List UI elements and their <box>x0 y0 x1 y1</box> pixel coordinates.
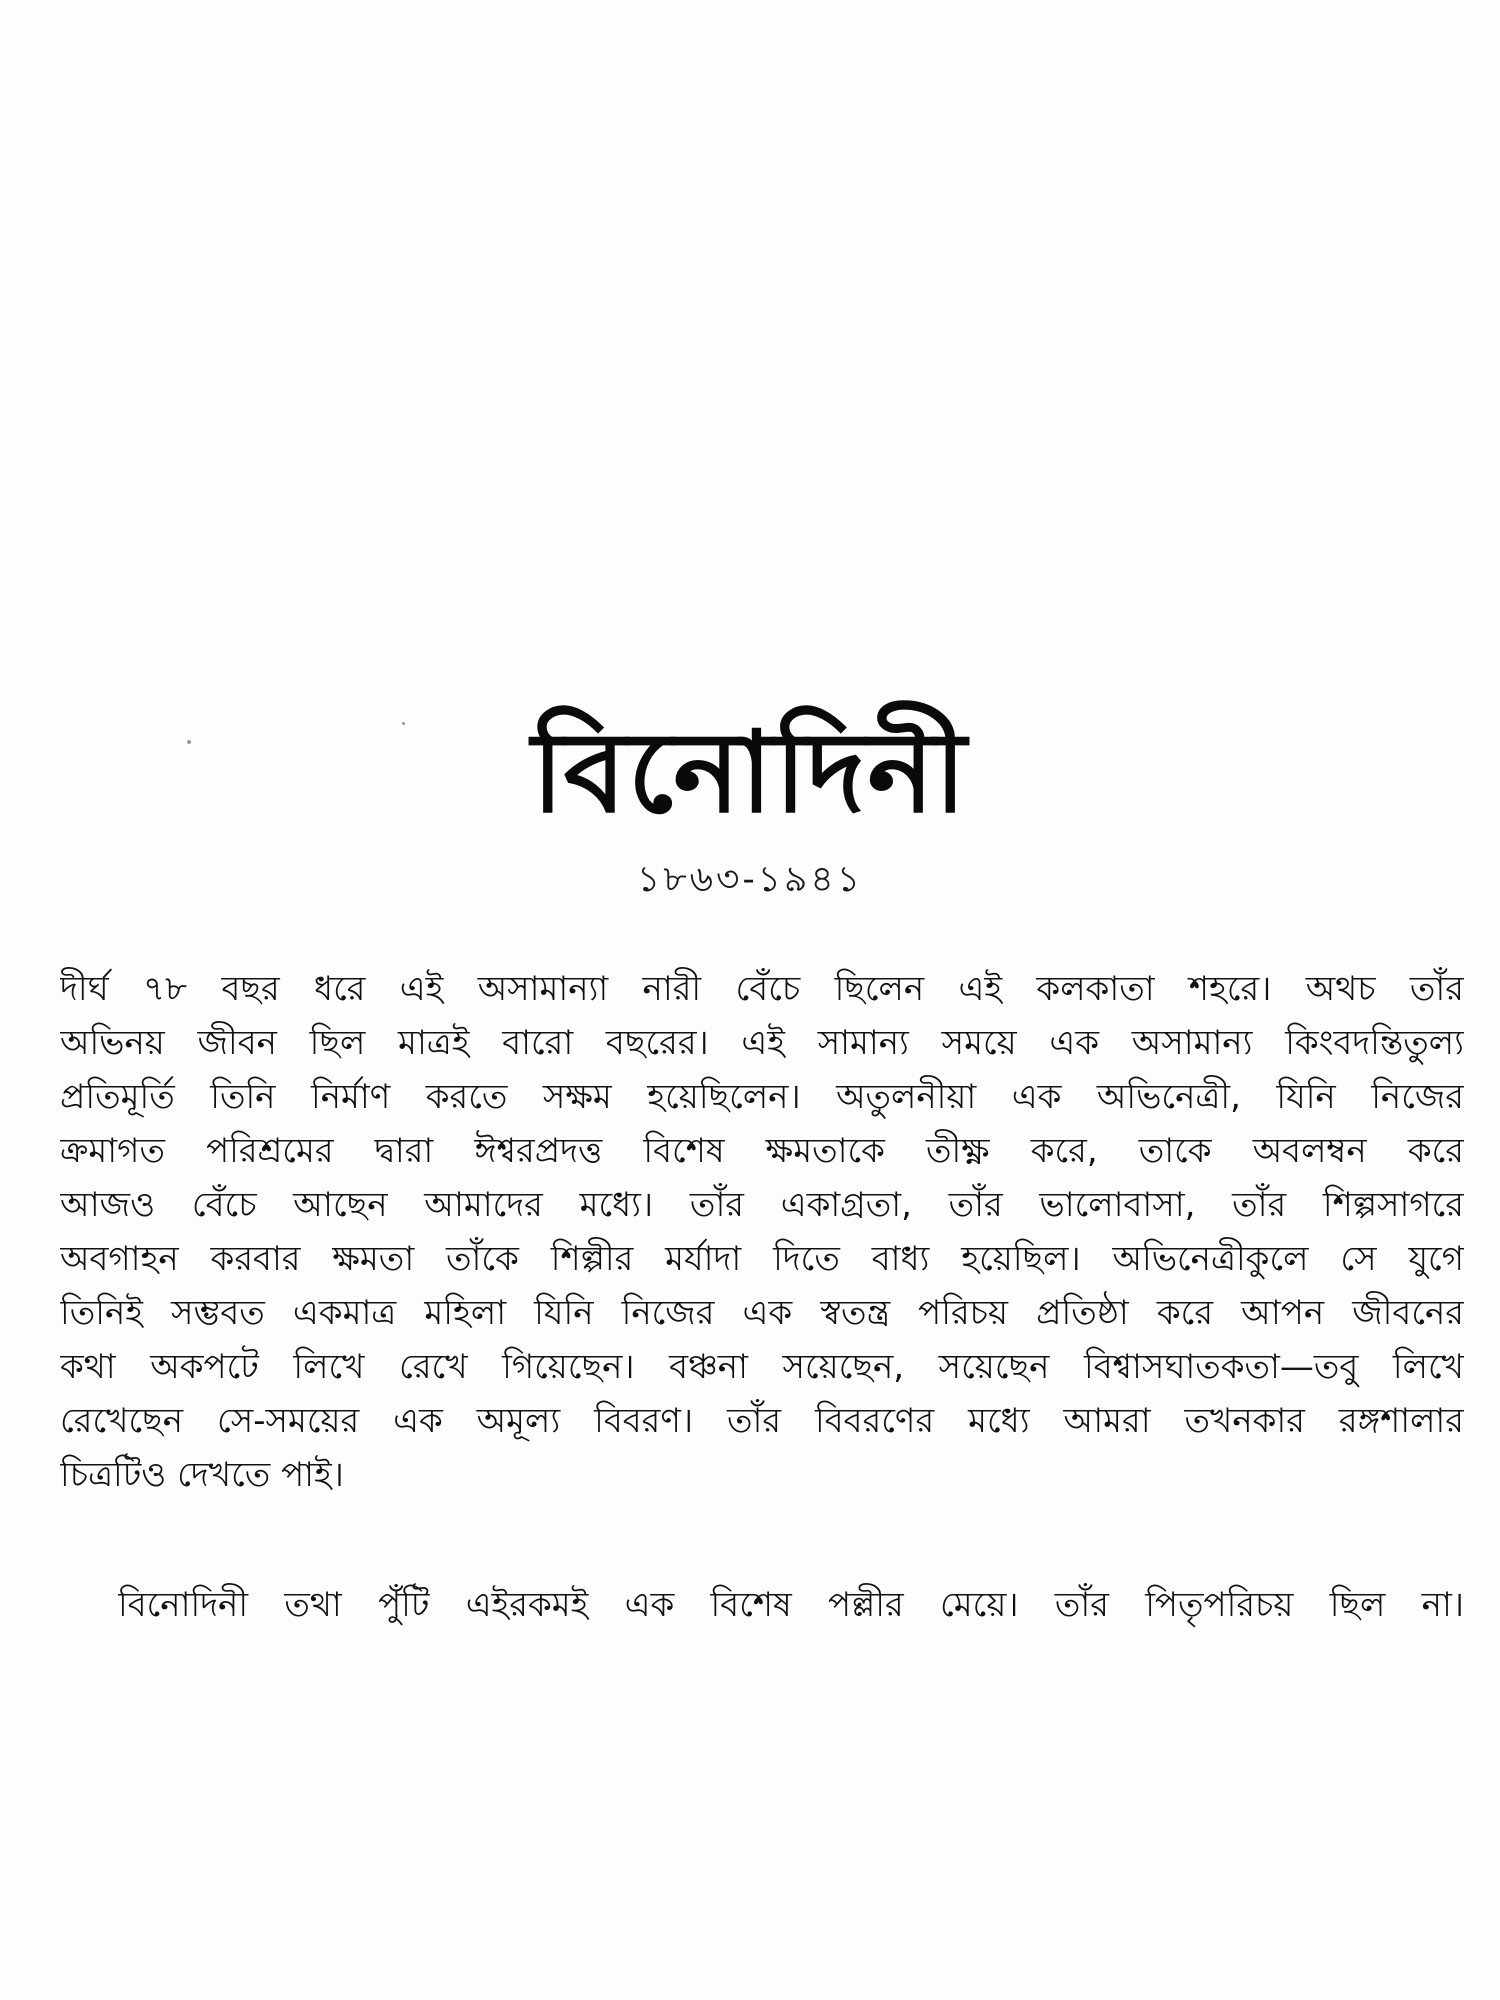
page-title: বিনোদিনী <box>531 707 969 838</box>
text-line: দীর্ঘ ৭৮ বছর ধরে এই অসামান্যা নারী বেঁচে ছিলেন এই কলকাতা শহরে। অথচ তাঁর <box>60 969 1464 1009</box>
text-line: রেখেছেন সে-সময়ের এক অমূল্য বিবরণ। তাঁর বিবরণের মধ্যে আমরা তখনকার রঙ্গশালার <box>60 1401 1464 1441</box>
text-line: বিনোদিনী তথা পুঁটি এইরকমই এক বিশেষ পল্লীর মেয়ে। তাঁর পিতৃপরিচয় ছিল না। <box>118 1585 1464 1625</box>
text-line: অবগাহন করবার ক্ষমতা তাঁকে শিল্পীর মর্যাদা দিতে বাধ্য হয়েছিল। অভিনেত্রীকুলে সে যুগে <box>60 1239 1464 1279</box>
text-line: আজও বেঁচে আছেন আমাদের মধ্যে। তাঁর একাগ্রতা, তাঁর ভালোবাসা, তাঁর শিল্পসাগরে <box>60 1185 1464 1225</box>
text-line: প্রতিমূর্তি তিনি নির্মাণ করতে সক্ষম হয়েছিলেন। অতুলনীয়া এক অভিনেত্রী, যিনি নিজের <box>60 1077 1464 1117</box>
text-line: অভিনয় জীবন ছিল মাত্রই বারো বছরের। এই সামান্য সময়ে এক অসামান্য কিংবদন্তিতুল্য <box>60 1023 1464 1063</box>
paragraph-1 <box>60 962 1464 1502</box>
text-line: কথা অকপটে লিখে রেখে গিয়েছেন। বঞ্চনা সয়েছেন, সয়েছেন বিশ্বাসঘাতকতা—তবু লিখে <box>60 1347 1464 1387</box>
life-years: ১৮৬৩-১৯৪১ <box>636 859 864 900</box>
text-line: ক্রমাগত পরিশ্রমের দ্বারা ঈশ্বরপ্রদত্ত বিশেষ ক্ষমতাকে তীক্ষ্ণ করে, তাকে অবলম্বন করে <box>60 1131 1464 1171</box>
text-line: চিত্রটিও দেখতে পাই। <box>60 1455 344 1495</box>
text-line: তিনিই সম্ভবত একমাত্র মহিলা যিনি নিজের এক স্বতন্ত্র পরিচয় প্রতিষ্ঠা করে আপন জীবনের <box>60 1293 1464 1333</box>
paragraph-2 <box>118 1578 1464 1632</box>
